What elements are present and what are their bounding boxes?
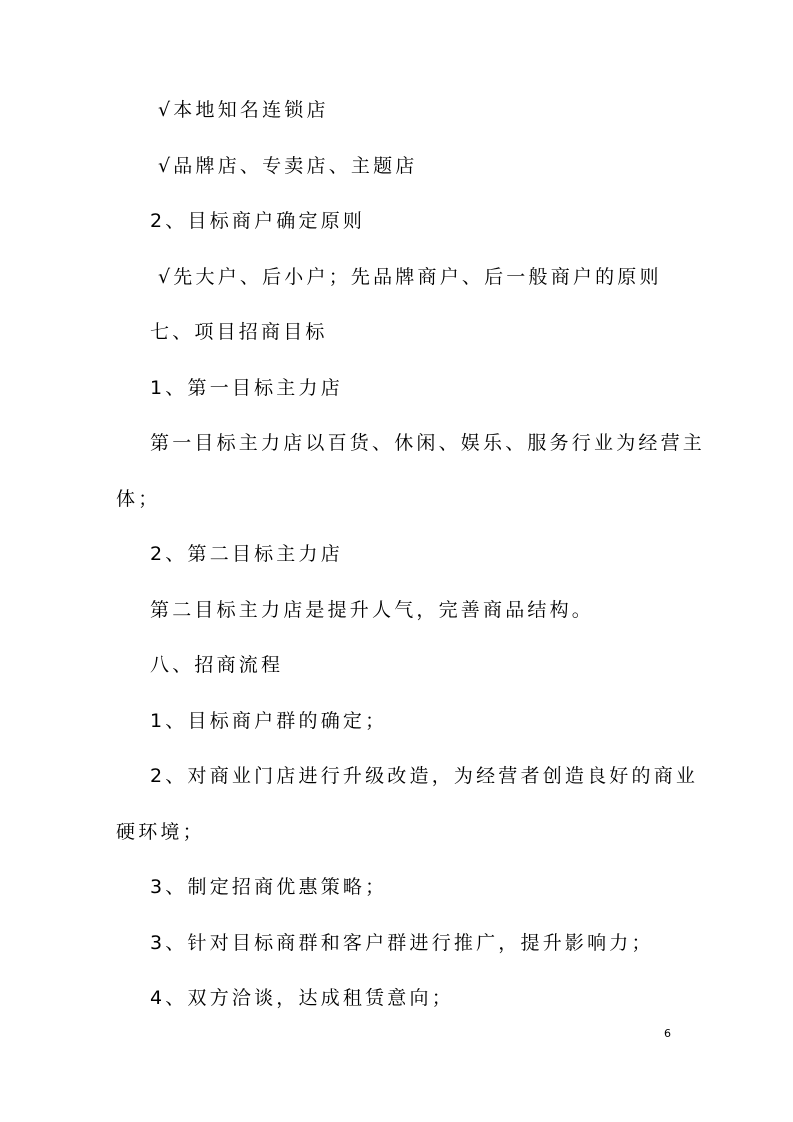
process-step-1: 1、目标商户群的确定； xyxy=(150,710,388,732)
process-step-3a: 3、制定招商优惠策略； xyxy=(150,876,388,898)
process-step-3b: 3、针对目标商群和客户群进行推广，提升影响力； xyxy=(150,932,654,954)
body-line-2: √品牌店、专卖店、主题店 xyxy=(158,155,418,177)
section-heading-7-2: 2、第二目标主力店 xyxy=(150,543,343,565)
body-line-1: √本地知名连锁店 xyxy=(158,99,329,121)
paragraph-7-2: 第二目标主力店是提升人气，完善商品结构。 xyxy=(150,599,595,621)
process-step-4: 4、双方洽谈，达成租赁意向； xyxy=(150,987,454,1009)
section-heading-7-1: 1、第一目标主力店 xyxy=(150,377,343,399)
section-heading-2: 2、目标商户确定原则 xyxy=(150,210,366,232)
chapter-heading-7: 七、项目招商目标 xyxy=(150,321,328,343)
paragraph-7-1-line-2: 体； xyxy=(116,488,161,510)
process-step-2-line-2: 硬环境； xyxy=(116,821,205,843)
paragraph-7-1-line-1: 第一目标主力店以百货、休闲、娱乐、服务行业为经营主 xyxy=(150,432,706,454)
process-step-2-line-1: 2、对商业门店进行升级改造，为经营者创造良好的商业 xyxy=(150,765,699,787)
body-line-4: √先大户、后小户；先品牌商户、后一般商户的原则 xyxy=(158,266,662,288)
chapter-heading-8: 八、招商流程 xyxy=(150,654,284,676)
page-number: 6 xyxy=(664,1027,671,1040)
